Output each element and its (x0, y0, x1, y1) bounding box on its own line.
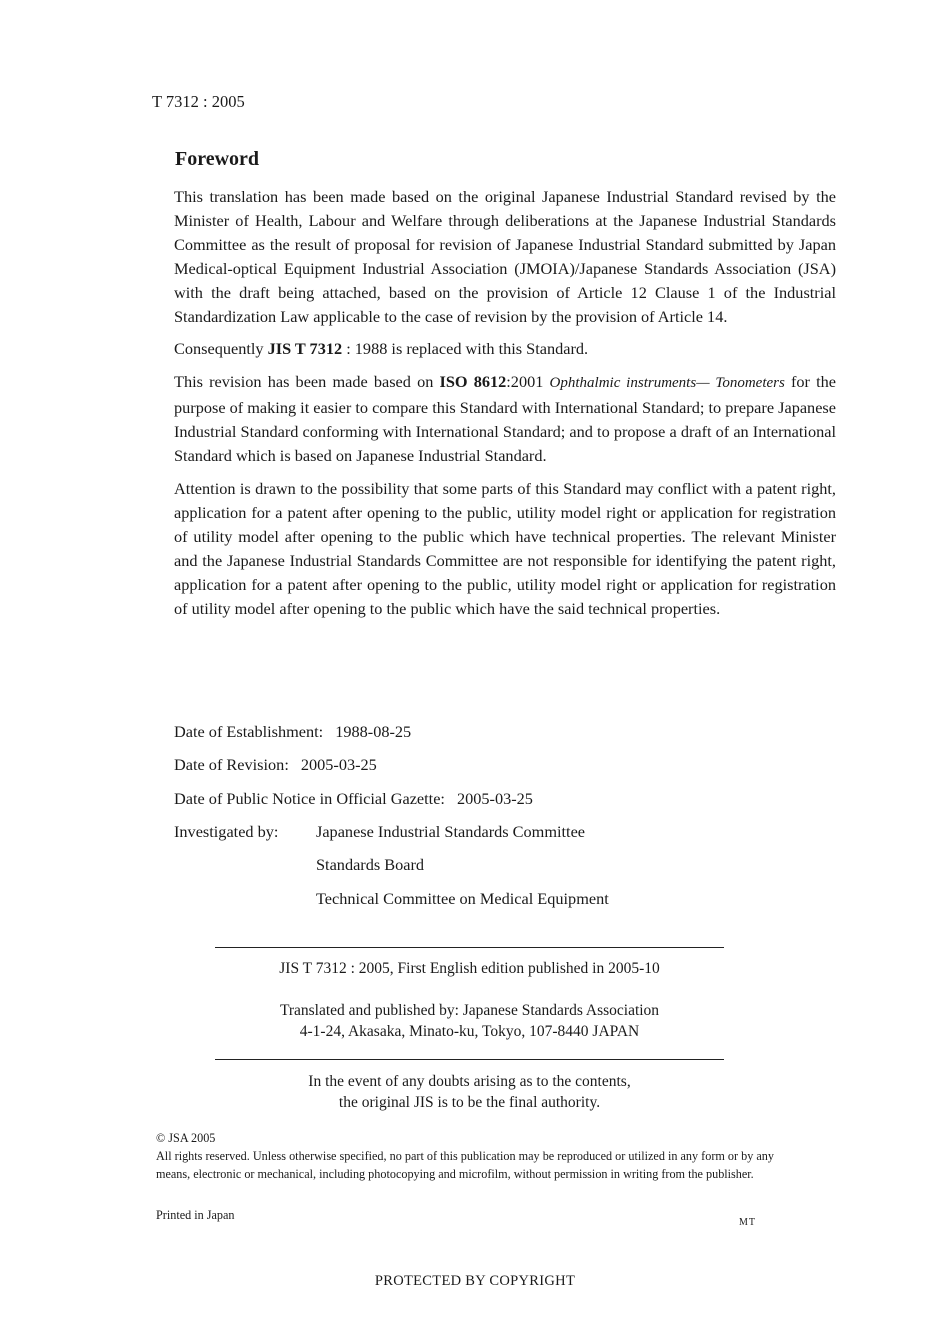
investigated-row-1 (174, 822, 609, 855)
jis-reference: JIS T 7312 (267, 339, 343, 359)
date-revision-row (174, 755, 533, 788)
para3-text-pre: This revision has been made based on (174, 372, 440, 392)
edition-line: JIS T 7312 : 2005, First English edition published in 2005-10 (279, 960, 660, 977)
investigated-board: Standards Board (316, 855, 425, 875)
divider-bottom (215, 1059, 724, 1060)
date-notice-value: 2005-03-25 (456, 788, 533, 808)
foreword-paragraph-1: This translation has been made based on the original Japanese Industrial Standard revised by the Minister of Health, Labour and Welfare through deliberations at the Japanese Industrial Standards Committee as the result of proposal for revision of Japanese Industrial Standard submitted by Japan Medical-optical Equipment Industrial Association (JMOIA)/Japanese Standards Association (JSA) with the draft being attached, based on the provision of Article 12 Clause 1 of the Industrial Standardization Law applicable to the case of revision by the provision of Article 14. (174, 187, 836, 326)
investigated-technical-committee: Technical Committee on Medical Equipment (316, 888, 609, 908)
rights-statement: All rights reserved. Unless otherwise specified, no part of this publication may be reproduced or utilized in any form or by any means, electronic or mechanical, including photocopying and microfilm, without permission in writing from the publisher. (156, 1149, 774, 1181)
date-establishment-value: 1988-08-25 (335, 722, 412, 741)
copyright-footer: PROTECTED BY COPYRIGHT (374, 1273, 576, 1289)
print-code: MT (739, 1217, 756, 1228)
foreword-paragraph-2 (174, 337, 836, 361)
dates-block (174, 722, 533, 822)
para3-text-post: for the purpose of making it easier to compare this Standard with International Standard; to prepare Japanese Industrial Standard conforming with International Standard; and to propose a draft of an International Standard which is based on Japanese Industrial Standard. (174, 372, 837, 466)
iso-title: Ophthalmic instruments— Tonometers (549, 375, 785, 392)
authority-block (215, 1071, 724, 1113)
copyright-block (156, 1129, 774, 1183)
para2-text-pre: Consequently (174, 339, 268, 359)
date-revision-label: Date of Revision: (174, 755, 289, 775)
copyright-line: © JSA 2005 (156, 1131, 216, 1145)
date-notice-row (174, 789, 533, 822)
foreword-title: Foreword (175, 148, 260, 170)
iso-reference: ISO 8612 (439, 372, 507, 392)
publisher-block (215, 1000, 724, 1042)
foreword-body (174, 185, 836, 629)
date-establishment-row (174, 722, 533, 755)
investigated-block (174, 822, 609, 922)
authority-line-1: In the event of any doubts arising as to the contents, (308, 1073, 631, 1090)
standard-number: T 7312 : 2005 (152, 92, 245, 111)
date-notice-label: Date of Public Notice in Official Gazette: (174, 788, 445, 808)
publisher-line-1: Translated and published by: Japanese Standards Association (279, 1002, 660, 1019)
foreword-paragraph-4: Attention is drawn to the possibility that some parts of this Standard may conflict with a patent right, application for a patent after opening to the public, utility model right or application for registration of utility model after opening to the public which have technical properties. The relevant Minister and the Japanese Industrial Standards Committee are not responsible for identifying the patent right, application for a patent after opening to the public, utility model right or application for registration of utility model after opening to the public which have the said technical properties. (174, 478, 836, 618)
publisher-address: 4-1-24, Akasaka, Minato-ku, Tokyo, 107-8440 JAPAN (299, 1023, 640, 1040)
date-revision-value: 2005-03-25 (300, 755, 377, 775)
foreword-paragraph-3 (174, 370, 836, 468)
divider-top (215, 947, 724, 948)
investigated-committee: Japanese Industrial Standards Committee (316, 822, 586, 841)
para2-text-post: : 1988 is replaced with this Standard. (342, 339, 589, 359)
date-establishment-label: Date of Establishment: (174, 722, 324, 741)
authority-line-2: the original JIS is to be the final authority. (338, 1094, 601, 1111)
printed-in: Printed in Japan (156, 1208, 235, 1222)
iso-year: :2001 (506, 372, 550, 392)
investigated-label: Investigated by: (174, 822, 279, 841)
